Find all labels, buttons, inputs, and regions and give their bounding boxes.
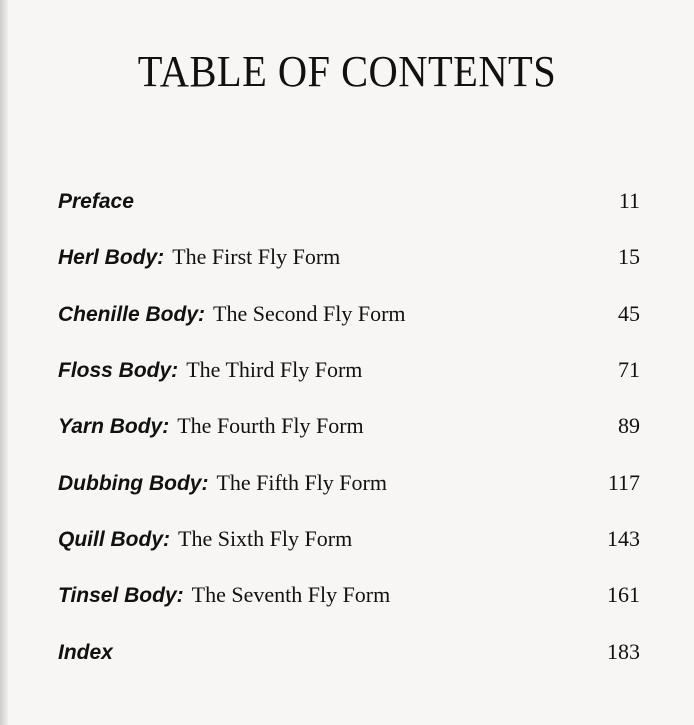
toc-entry-subtitle: The Fourth Fly Form [177,413,364,438]
toc-entry-floss-body [58,357,640,397]
toc-entry-label: Yarn Body: [58,415,170,438]
toc-entry-herl-body [58,244,640,284]
toc-entry-page: 11 [618,188,640,213]
toc-entry-page: 143 [607,526,640,551]
toc-entry-label: Dubbing Body: [58,472,209,495]
toc-entry-label: Tinsel Body: [58,584,184,607]
toc-entry-page: 89 [618,413,640,438]
toc-entry-page: 183 [607,639,640,664]
toc-entry-dubbing-body [58,470,640,510]
toc-entry-page: 45 [618,301,640,326]
toc-entry-label: Floss Body: [58,359,179,382]
toc-entry-page: 117 [607,470,640,495]
toc-entry-subtitle: The Third Fly Form [186,357,363,382]
toc-entry-chenille-body [58,301,640,341]
toc-entry-yarn-body [58,413,640,453]
toc-entry-page: 161 [607,582,640,607]
toc-entry-subtitle: The Fifth Fly Form [216,470,387,495]
page-edge [0,0,8,725]
toc-entry-quill-body [58,526,640,566]
toc-entry-tinsel-body [58,582,640,622]
toc-entry-label: Chenille Body: [58,303,206,326]
toc-entry-label: Quill Body: [58,528,170,551]
page-title: TABLE OF CONTENTS [137,47,557,96]
toc-entry-label: Index [58,641,113,664]
toc-entry-subtitle: The First Fly Form [172,244,341,269]
toc-entry-label: Herl Body: [58,246,165,269]
toc-entry-subtitle: The Second Fly Form [213,301,406,326]
toc-entry-label: Preface [58,190,134,213]
toc-entry-preface [58,188,640,228]
toc-entry-page: 71 [618,357,640,382]
toc-entry-subtitle: The Sixth Fly Form [178,526,353,551]
toc-entry-subtitle: The Seventh Fly Form [191,582,391,607]
toc-entry-page: 15 [618,244,640,269]
toc-entry-index [58,639,640,679]
